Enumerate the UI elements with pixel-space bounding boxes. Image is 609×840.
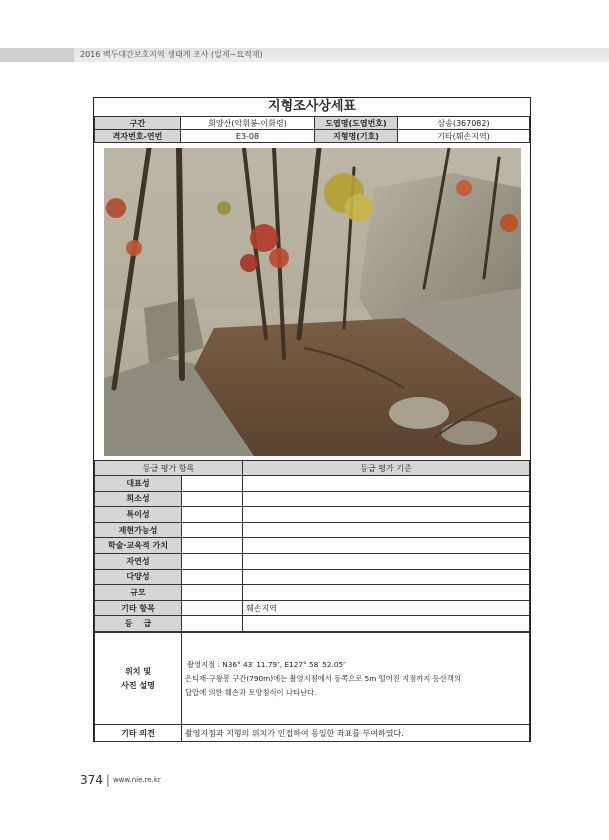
eval-criteria (243, 522, 530, 538)
label-section: 구간 (95, 117, 181, 130)
notes-label: 기타 의견 (95, 725, 182, 742)
eval-label: 희소성 (95, 491, 182, 507)
eval-label: 규모 (95, 585, 182, 601)
eval-criteria (243, 491, 530, 507)
eval-grade (182, 616, 243, 632)
eval-grade (182, 507, 243, 523)
eval-label: 대표성 (95, 476, 182, 492)
col-item-header: 등급 평가 항목 (95, 461, 243, 476)
terrain-survey-form (93, 97, 531, 742)
eval-grade (182, 569, 243, 585)
location-table (94, 632, 530, 742)
eval-label: 등 급 (95, 616, 182, 632)
location-description (182, 633, 530, 725)
evaluation-table (94, 460, 530, 632)
evaluation-row (95, 538, 530, 554)
location-label-line2: 사진 설명 (121, 680, 155, 690)
eval-grade (182, 553, 243, 569)
label-terrain-name: 지형명(기호) (315, 130, 398, 143)
value-terrain-name: 기타(훼손지역) (398, 130, 530, 143)
photo-coordinates: 촬영지점 : N36° 43′ 11.79″, E127° 58′ 52.05″ (187, 659, 346, 669)
value-section: 회양산(악휘봉-이화령) (181, 117, 315, 130)
evaluation-row-grade (95, 616, 530, 632)
eval-label: 재현가능성 (95, 522, 182, 538)
label-grid-number: 격자번호-연번 (95, 130, 181, 143)
eval-label: 특이성 (95, 507, 182, 523)
location-label (95, 633, 182, 725)
eval-criteria (243, 553, 530, 569)
eval-grade (182, 476, 243, 492)
evaluation-row (95, 569, 530, 585)
value-map-sheet: 삼송(367082) (398, 117, 530, 130)
evaluation-row (95, 491, 530, 507)
eval-label: 기타 항목 (95, 600, 182, 616)
evaluation-header-row (95, 461, 530, 476)
header-row-section (95, 117, 530, 130)
eval-grade (182, 538, 243, 554)
site-photo-illustration (104, 148, 521, 456)
form-header-table (94, 116, 530, 143)
footer-url: www.nie.re.kr (112, 776, 161, 784)
location-row (95, 633, 530, 725)
running-header (0, 48, 609, 62)
running-title: 2016 백두대간보호지역 생태계 조사 (일제~묘적재) (80, 50, 263, 59)
eval-criteria (243, 616, 530, 632)
evaluation-row (95, 507, 530, 523)
description-line1: 은티재-구왕봉 구간(790m)에는 촬영지점에서 동쪽으로 5m 떨어진 지점까지 등산객의 (185, 673, 461, 683)
eval-criteria (243, 476, 530, 492)
eval-grade (182, 522, 243, 538)
evaluation-row (95, 476, 530, 492)
eval-grade (182, 491, 243, 507)
form-title: 지형조사상세표 (94, 98, 530, 117)
eval-criteria: 훼손지역 (243, 600, 530, 616)
eval-label: 다양성 (95, 569, 182, 585)
notes-text: 촬영지점과 지형의 위치가 인접하여 동일한 좌표를 부여하였다. (182, 725, 530, 742)
site-photo (104, 148, 521, 456)
eval-criteria (243, 585, 530, 601)
page-number: 374 (80, 773, 103, 787)
eval-label: 자연성 (95, 553, 182, 569)
eval-grade (182, 585, 243, 601)
evaluation-row (95, 600, 530, 616)
label-map-sheet: 도엽명(도엽번호) (315, 117, 398, 130)
eval-criteria (243, 569, 530, 585)
notes-row (95, 725, 530, 742)
description-line2: 답압에 의한 훼손과 토양침식이 나타난다. (185, 687, 317, 697)
evaluation-row (95, 522, 530, 538)
eval-label: 학술·교육적 가치 (95, 538, 182, 554)
eval-criteria (243, 538, 530, 554)
header-row-grid (95, 130, 530, 143)
footer-separator: | (105, 773, 110, 787)
evaluation-row (95, 553, 530, 569)
evaluation-row (95, 585, 530, 601)
col-criteria-header: 등급 평가 기준 (243, 461, 530, 476)
location-label-line1: 위치 및 (125, 666, 151, 676)
header-band-left (0, 48, 74, 62)
value-grid-number: E3-08 (181, 130, 315, 143)
eval-grade (182, 600, 243, 616)
page-footer (80, 773, 161, 787)
eval-criteria (243, 507, 530, 523)
